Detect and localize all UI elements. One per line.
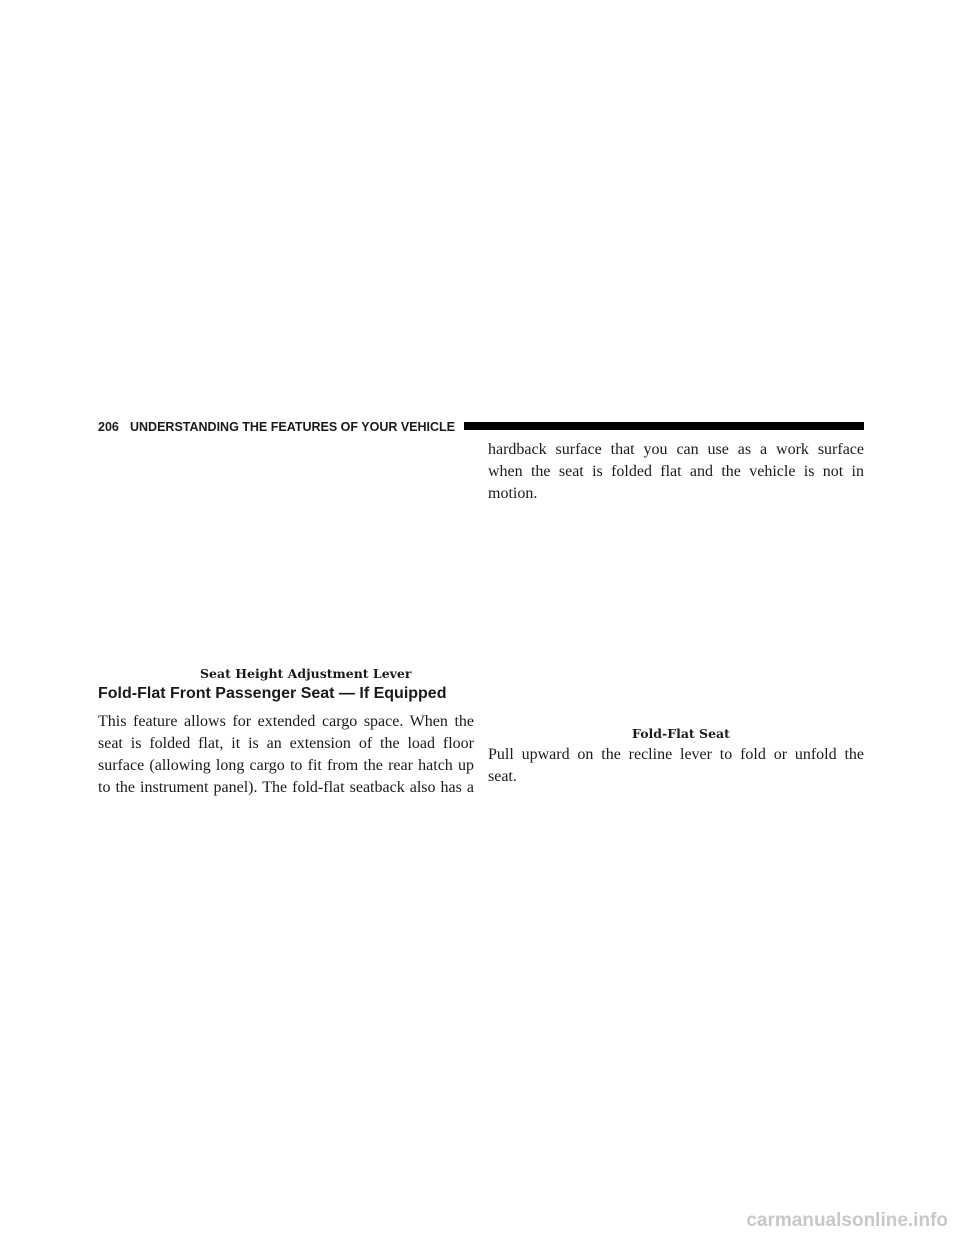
page-header [98,419,864,435]
watermark: carmanualsonline.info [746,1210,948,1231]
header-rule [464,422,864,430]
body-paragraph-left [98,711,474,799]
figure-caption-seat-height: Seat Height Adjustment Lever [200,666,412,681]
paragraph-line: seat is folded flat, it is an extension of the load floor [98,735,474,752]
body-paragraph-right [488,744,864,788]
paragraph-line: motion. [488,485,538,502]
paragraph-line: surface (allowing long cargo to fit from the rear hatch up [98,757,474,774]
paragraph-line: when the seat is folded flat and the vehicle is not in [488,463,864,480]
paragraph-line: hardback surface that you can use as a work surface [488,441,864,458]
section-title: UNDERSTANDING THE FEATURES OF YOUR VEHICLE [130,420,456,434]
paragraph-line: to the instrument panel). The fold-flat seatback also has a [98,779,474,796]
paragraph-line: Pull upward on the recline lever to fold or unfold the [488,746,864,763]
figure-caption-fold-flat-seat: Fold-Flat Seat [632,726,730,741]
section-heading: Fold-Flat Front Passenger Seat — If Equipped [98,685,447,702]
paragraph-line: This feature allows for extended cargo space. When the [98,713,474,730]
page-number: 206 [98,420,119,434]
body-paragraph-right-continued [488,439,864,505]
paragraph-line: seat. [488,768,517,785]
